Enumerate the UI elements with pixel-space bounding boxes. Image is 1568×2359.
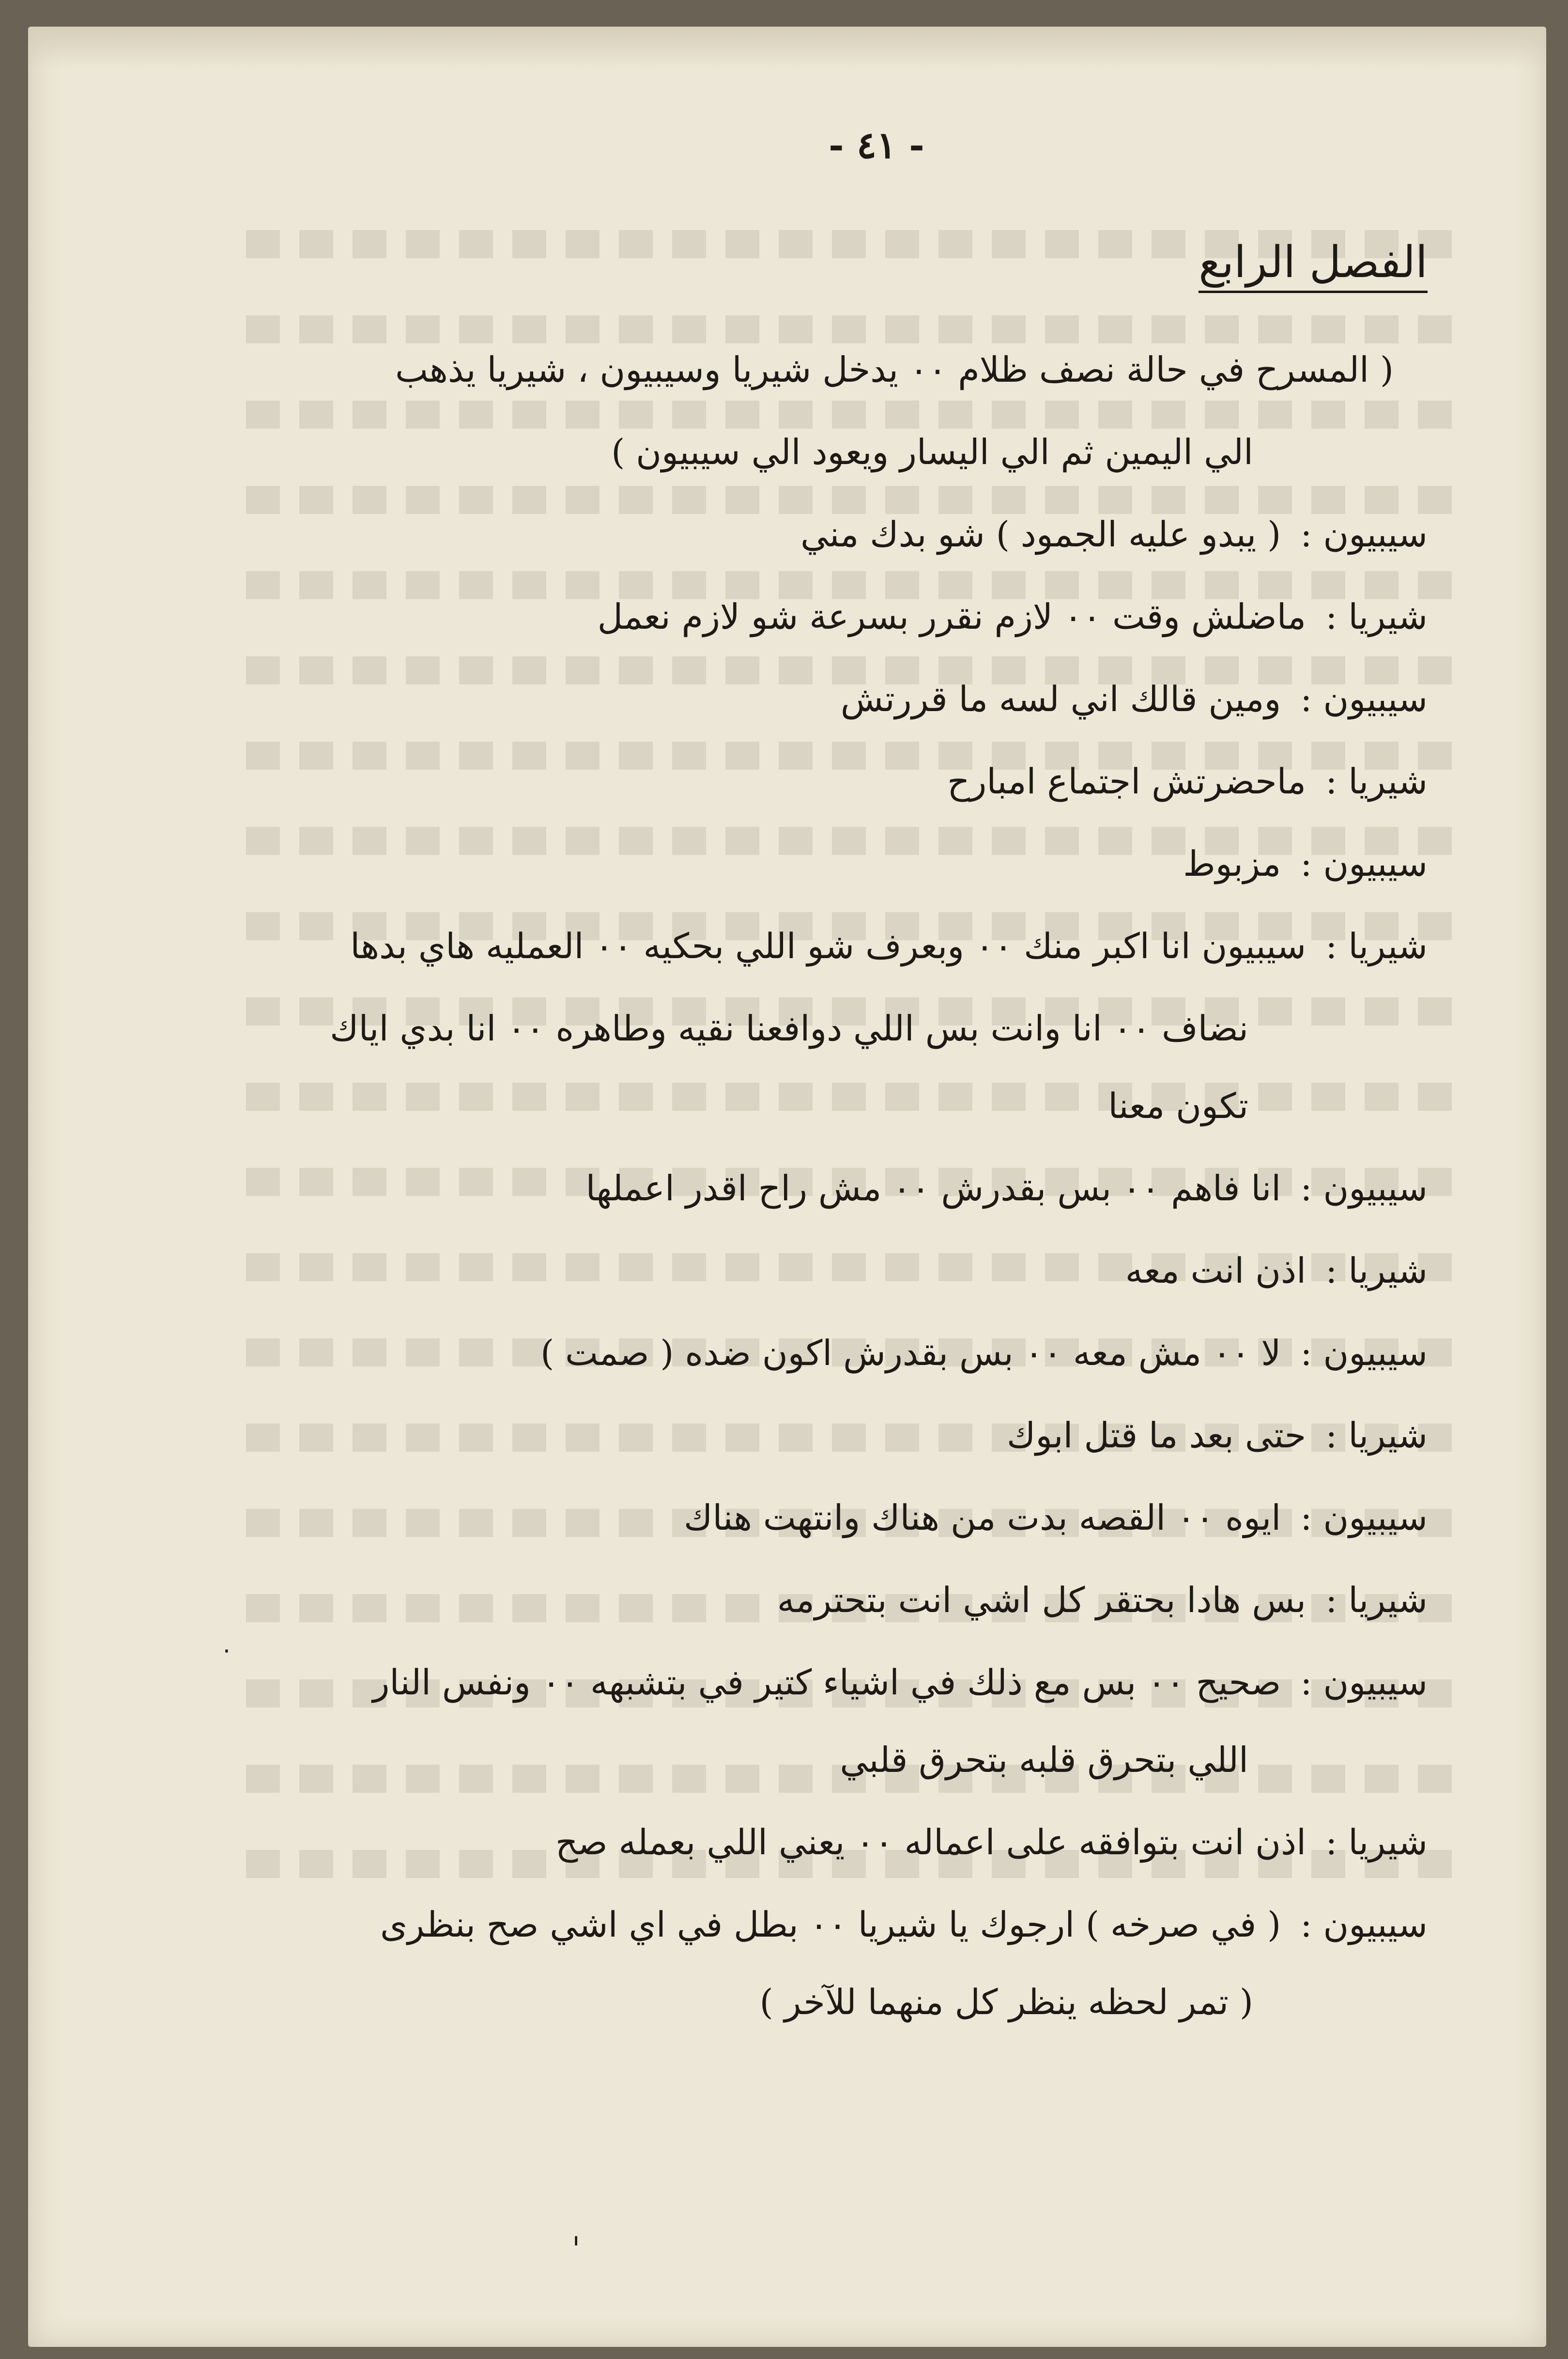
dialogue-line: [252, 513, 1428, 555]
page-number: - ٤١ -: [829, 124, 924, 167]
chapter-title: الفصل الرابع: [1199, 237, 1428, 293]
dialogue-line: [252, 1250, 1428, 1291]
dialogue-line: [252, 1904, 1428, 1945]
dialogue-line: [252, 760, 1428, 802]
speaker-name: سيبيون :: [1300, 1497, 1428, 1538]
dialogue-line: [252, 1661, 1428, 1703]
dialogue-text: بس هادا بحتقر كل اشي انت بتحترمه: [777, 1580, 1307, 1620]
stray-ink-mark: ·: [223, 1637, 231, 1665]
speaker-name: سيبيون :: [1300, 1168, 1428, 1209]
dialogue-text: مزبوط: [1183, 843, 1281, 884]
dialogue-line: [252, 1579, 1428, 1621]
dialogue-line: [252, 925, 1428, 967]
dialogue-text: ( في صرخه ) ارجوك يا شيريا ٠٠ بطل في اي اشي صح بنظرى: [380, 1904, 1281, 1945]
dialogue-line: [252, 678, 1428, 720]
dialogue-text: ماضلش وقت ٠٠ لازم نقرر بسرعة شو لازم نعمل: [597, 596, 1307, 637]
stray-ink-mark: ˌ: [571, 2209, 581, 2249]
speaker-name: سيبيون :: [1300, 843, 1428, 884]
speaker-name: شيريا :: [1325, 596, 1428, 637]
speaker-name: شيريا :: [1325, 1822, 1428, 1862]
stage-direction-line: الي اليمين ثم الي اليسار ويعود الي سيبيون ): [611, 432, 1253, 472]
speaker-name: سيبيون :: [1300, 1333, 1428, 1373]
dialogue-line: [252, 1167, 1428, 1209]
dialogue-continuation: تكون معنا: [1108, 1086, 1248, 1126]
dialogue-continuation: نضاف ٠٠ انا وانت بس اللي دوافعنا نقيه وطاهره ٠٠ انا بدي اياك: [330, 1008, 1248, 1049]
stage-direction-line: ( المسرح في حالة نصف ظلام ٠٠ يدخل شيريا وسيبيون ، شيريا يذهب: [395, 349, 1394, 390]
speaker-name: سيبيون :: [1300, 514, 1428, 555]
dialogue-text: ماحضرتش اجتماع امبارح: [947, 761, 1307, 802]
dialogue-text: صحيح ٠٠ بس مع ذلك في اشياء كتير في بتشبهه ٠٠ ونفس النار: [372, 1662, 1281, 1703]
speaker-name: شيريا :: [1325, 1250, 1428, 1291]
speaker-name: شيريا :: [1325, 1580, 1428, 1620]
dialogue-text: سيبيون انا اكبر منك ٠٠ وبعرف شو اللي بحكيه ٠٠ العمليه هاي بدها: [350, 926, 1307, 966]
dialogue-text: اذن انت معه: [1125, 1250, 1307, 1291]
dialogue-line: [252, 596, 1428, 637]
dialogue-line: [252, 1414, 1428, 1456]
dialogue-text: ومين قالك اني لسه ما قررتش: [840, 679, 1281, 719]
dialogue-text: ( يبدو عليه الجمود ) شو بدك مني: [800, 514, 1281, 555]
dialogue-text: اذن انت بتوافقه على اعماله ٠٠ يعني اللي بعمله صح: [555, 1822, 1307, 1862]
dialogue-line: [252, 1497, 1428, 1538]
speaker-name: شيريا :: [1325, 761, 1428, 802]
dialogue-text: ايوه ٠٠ القصه بدت من هناك وانتهت هناك: [683, 1497, 1281, 1538]
speaker-name: شيريا :: [1325, 1415, 1428, 1456]
dialogue-text: انا فاهم ٠٠ بس بقدرش ٠٠ مش راح اقدر اعملها: [585, 1168, 1281, 1209]
dialogue-continuation: اللي بتحرق قلبه بتحرق قلبي: [840, 1739, 1248, 1780]
dialogue-line: [252, 1332, 1428, 1374]
dialogue-text: لا ٠٠ مش معه ٠٠ بس بقدرش اكون ضده ( صمت ): [540, 1333, 1281, 1373]
dialogue-line: [252, 843, 1428, 885]
dialogue-line: [252, 1821, 1428, 1863]
dialogue-text: حتى بعد ما قتل ابوك: [1006, 1415, 1307, 1456]
speaker-name: سيبيون :: [1300, 1662, 1428, 1703]
speaker-name: سيبيون :: [1300, 1904, 1428, 1945]
speaker-name: سيبيون :: [1300, 679, 1428, 719]
speaker-name: شيريا :: [1325, 926, 1428, 966]
stage-direction-line: ( تمر لحظه ينظر كل منهما للآخر ): [759, 1982, 1253, 2022]
